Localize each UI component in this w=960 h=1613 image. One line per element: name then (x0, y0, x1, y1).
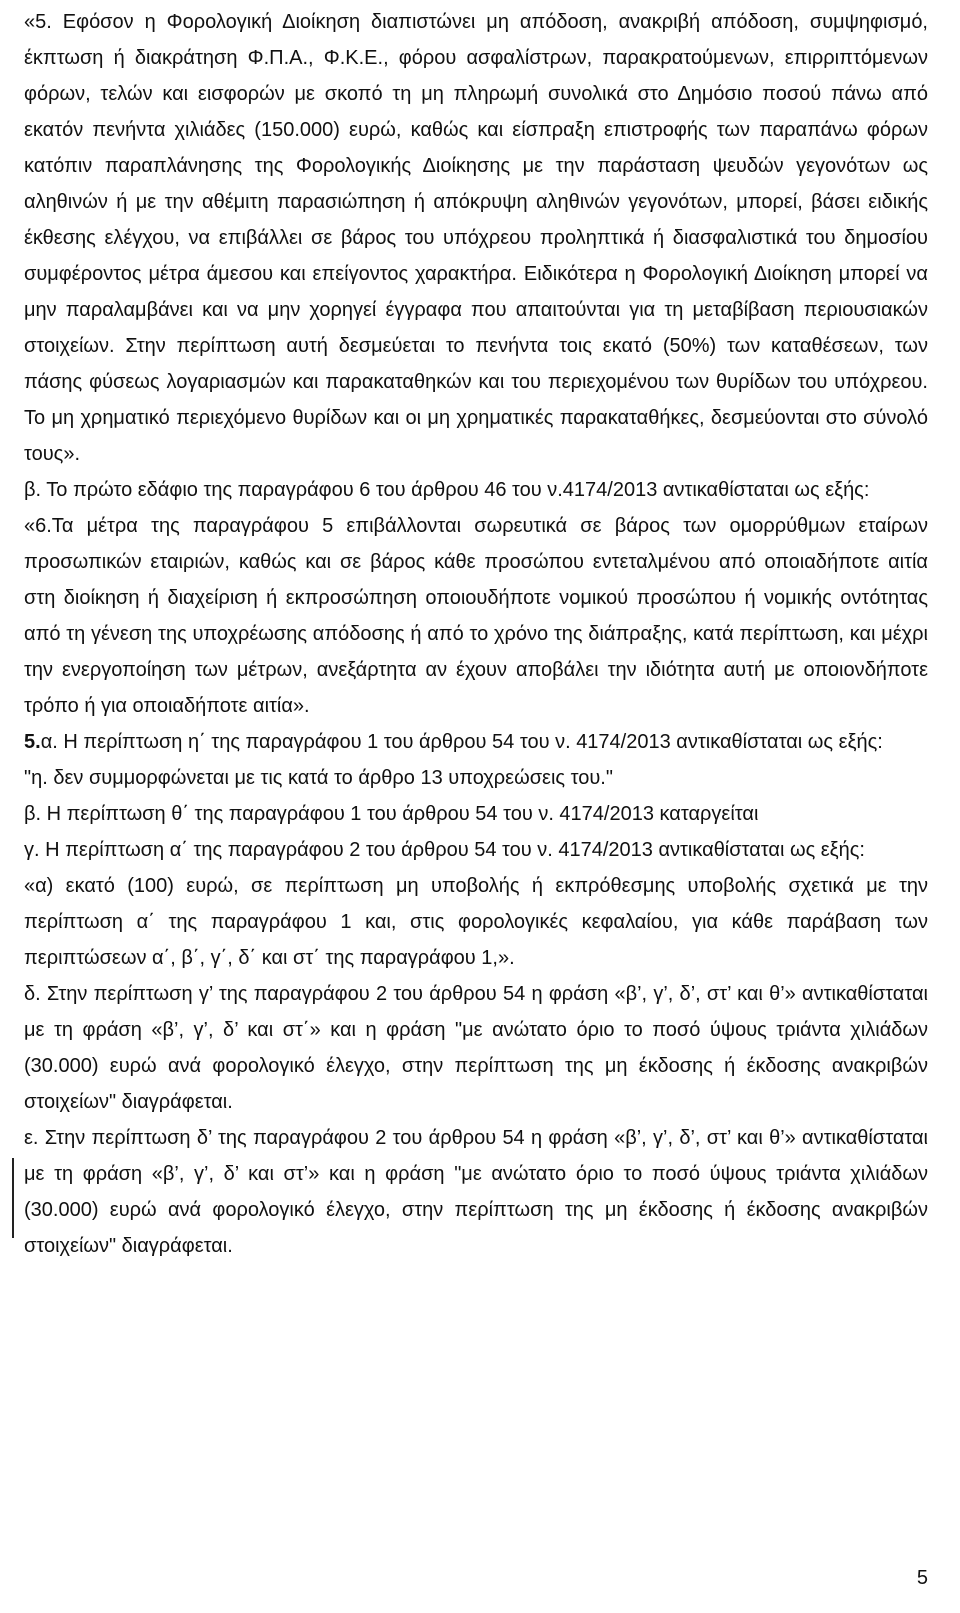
paragraph-b-repeal: β. Η περίπτωση θ΄ της παραγράφου 1 του άρθρου 54 του ν. 4174/2013 καταργείται (24, 803, 759, 825)
page-number: 5 (916, 1567, 928, 1589)
paragraph-5-intro: «5. Εφόσον η Φορολογική Διοίκηση διαπιστώνει μη απόδοση, ανακριβή απόδοση, συμψηφισμό, έκπτωση ή διακράτηση Φ.Π.Α., Φ.Κ.Ε., φόρου ασφαλίστρων, παρακρατούμενων, επιρριπτόμενων φόρων, τελών και εισφορών με σκοπό τη μη πληρωμή συνολικά στο Δημόσιο ποσού πάνω από εκατόν πενήντα χιλιάδες (150.000) ευρώ, καθώς και είσπραξη επιστροφής των παραπάνω φόρων κατόπιν παραπλάνησης της Φορολογικής Διοίκησης με την παράσταση ψευδών γεγονότων ως αληθινών ή με την αθέμιτη παρασιώπηση ή απόκρυψη αληθινών γεγονότων, μπορεί, βάσει ειδικής έκθεσης ελέγχου, να επιβάλλει σε βάρος του υπόχρεου προληπτικά ή διασφαλιστικά του δημοσίου συμφέροντος μέτρα άμεσου και επείγοντος χαρακτήρα. Ειδικότερα η Φορολογική Διοίκηση μπορεί να μην παραλαμβάνει και να μην χορηγεί έγγραφα που απαιτούνται για τη μεταβίβαση περιουσιακών στοιχείων. Στην περίπτωση αυτή δεσμεύεται το πενήντα τοις εκατό (50%) των καταθέσεων, των πάσης φύσεως λογαριασμών και παρακαταθηκών και του περιεχομένου των θυρίδων του υπόχρεου. Το μη χρηματικό περιεχόμενο θυρίδων και οι μη χρηματικές παρακαταθήκες, δεσμεύονται στο σύνολό τους». (24, 11, 928, 465)
paragraph-e: ε. Στην περίπτωση δ’ της παραγράφου 2 του άρθρου 54 η φράση «β’, γ’, δ’, στ’ και θ’» αντικαθίσταται με τη φράση «β’, γ’, δ’ και στ’» και η φράση "με ανώτατο όριο το ποσό ύψους τριάντα χιλιάδων (30.000) ευρώ ανά φορολογικό έλεγχο, στην περίπτωση της μη έκδοσης ή έκδοσης ανακριβών στοιχείων" διαγράφεται. (24, 1127, 928, 1257)
paragraph-eta-quote: "η. δεν συμμορφώνεται με τις κατά το άρθρο 13 υποχρεώσεις του." (24, 767, 613, 789)
revision-bar (12, 1158, 14, 1238)
paragraph-6-text: «6.Τα μέτρα της παραγράφου 5 επιβάλλονται σωρευτικά σε βάρος των ομορρύθμων εταίρων προσωπικών εταιριών, καθώς και σε βάρος κάθε προσώπου εντεταλμένου από οποιαδήποτε αιτία στη διοίκηση ή διαχείριση ή εκπροσώπηση οποιουδήποτε νομικού προσώπου ή νομικής οντότητας από τη γένεση της υποχρέωσης απόδοσης ή από το χρόνο της διάπραξης, κατά περίπτωση, και μέχρι την ενεργοποίηση των μέτρων, ανεξάρτητα αν έχουν αποβάλει την ιδιότητα αυτή με οποιονδήποτε τρόπο ή για οποιαδήποτε αιτία». (24, 515, 928, 717)
paragraph-d: δ. Στην περίπτωση γ’ της παραγράφου 2 του άρθρου 54 η φράση «β’, γ’, δ’, στ’ και θ’» αντικαθίσταται με τη φράση «β’, γ’, δ’ και στ΄» και η φράση "με ανώτατο όριο το ποσό ύψους τριάντα χιλιάδων (30.000) ευρώ ανά φορολογικό έλεγχο, στην περίπτωση της μη έκδοσης ή έκδοσης ανακριβών στοιχείων" διαγράφεται. (24, 983, 928, 1113)
section-sub-letter: α. (40, 731, 58, 753)
paragraph-c-heading: γ. Η περίπτωση α΄ της παραγράφου 2 του άρθρου 54 του ν. 4174/2013 αντικαθίσταται ως εξής: (24, 839, 865, 861)
document-body (24, 4, 928, 1264)
paragraph-a-quote: «α) εκατό (100) ευρώ, σε περίπτωση μη υποβολής ή εκπρόθεσμης υποβολής σχετικά με την περίπτωση α΄ της παραγράφου 1 και, στις φορολογικές κεφαλαίου, για κάθε παράβαση των περιπτώσεων α΄, β΄, γ΄, δ΄ και στ΄ της παραγράφου 1,». (24, 875, 928, 969)
section-number: 5. (24, 731, 41, 753)
paragraph-5a-text: Η περίπτωση η΄ της παραγράφου 1 του άρθρου 54 του ν. 4174/2013 αντικαθίσταται ως εξής: (63, 731, 883, 753)
paragraph-b-heading: β. Το πρώτο εδάφιο της παραγράφου 6 του άρθρου 46 του ν.4174/2013 αντικαθίσταται ως εξής: (24, 479, 870, 501)
paragraph-5a (24, 724, 928, 760)
